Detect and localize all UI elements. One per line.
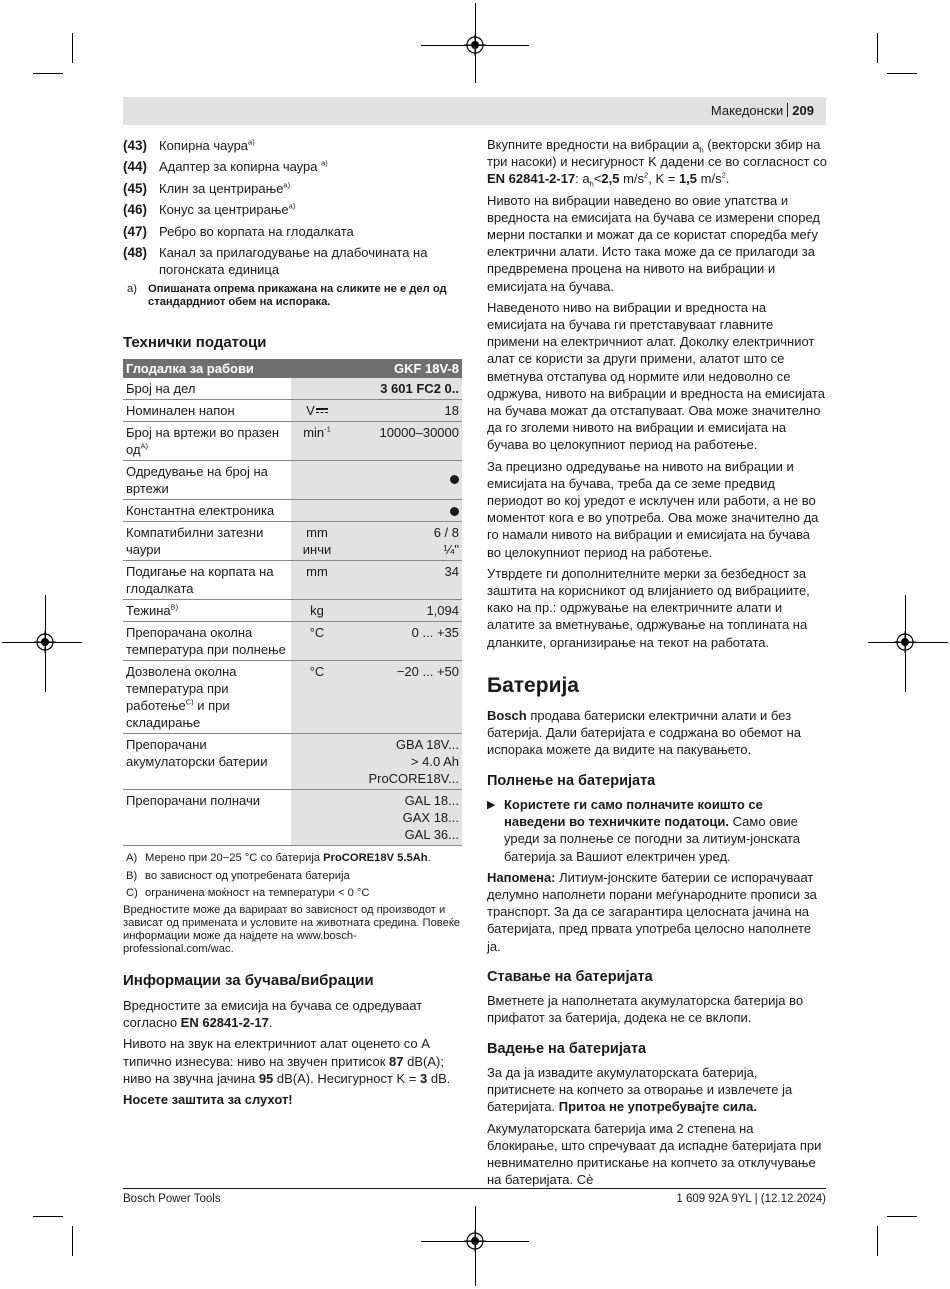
header-unit — [291, 359, 343, 378]
row-unit: mm — [291, 561, 343, 600]
header-separator — [787, 103, 788, 117]
list-item — [123, 158, 463, 175]
part-text: Адаптер за копирна чаура $^{a)}$ — [159, 159, 328, 175]
row-value: 6 / 8 ¼" — [343, 522, 462, 561]
list-item — [123, 180, 463, 197]
row-value — [343, 461, 462, 500]
vibration-paragraph: Утврдете ги дополнителните мерки за безбедност за заштита на корисникот од влијанието од вибрациите, како на пр.: одржување на електричните алати и алатите за вметнување, одржување на топлината на дланките, организирање на текот на работата. — [487, 565, 810, 650]
charge-heading: Полнење на батеријата — [487, 772, 656, 789]
noise-heading: Информации за бучава/вибрации — [123, 971, 374, 989]
table-row — [123, 734, 462, 790]
list-item — [123, 201, 463, 218]
parts-note — [123, 283, 463, 310]
table-row — [123, 422, 462, 461]
row-label: Дозволена околна температура при работење$^{C)}$ и при складирање — [123, 661, 291, 734]
row-unit — [291, 790, 343, 846]
part-text: Конус за центрирање$^{a)}$ — [159, 201, 296, 218]
crop-mark-top-left-h — [33, 73, 63, 74]
noise-paragraph: Вредностите за емисија на бучава се одредуваат согласно EN 62841-2-17. — [123, 998, 423, 1031]
row-value: GAL 18... GAX 18... GAL 36... — [343, 790, 462, 846]
header-text — [711, 102, 814, 119]
list-item — [123, 223, 463, 240]
tech-table — [123, 359, 462, 846]
note-key: a) — [127, 282, 137, 295]
row-unit: V — [291, 400, 343, 422]
tech-heading: Технички податоци — [123, 334, 267, 352]
row-label: Препорачани акумулаторски батерии — [123, 734, 291, 790]
row-unit — [291, 378, 343, 400]
row-unit: °C — [291, 661, 343, 734]
charge-note: Напомена: Литиум-јонските батерии се испорачуваат делумно наполнети порани меѓународните прописи за транспорт. За да се загарантира целосната јачина на батеријата, пред првата употреба целосно наполнете ја. — [487, 869, 817, 954]
footnote: A) Мерено при 20−25 °C со батерија ProCORE18V 5.5Ah. — [126, 852, 431, 865]
table-row — [123, 561, 462, 600]
dc-voltage-icon — [316, 406, 328, 416]
table-row — [123, 622, 462, 661]
row-value: 0 ... +35 — [343, 622, 462, 661]
row-unit: mm инчи — [291, 522, 343, 561]
part-number: (43) — [123, 138, 148, 153]
row-value: 34 — [343, 561, 462, 600]
remove-paragraph: Акумулаторската батерија има 2 степена на блокирање, што спречуваат да испадне батеријата при невнимателно притискање на копчето за отклучување на батеријата. Сè — [487, 1120, 822, 1188]
row-unit: °C — [291, 622, 343, 661]
parts-list — [123, 137, 463, 279]
remove-heading: Вадење на батеријата — [487, 1040, 647, 1057]
table-row — [123, 378, 462, 400]
header-language: Македонски — [710, 103, 784, 118]
row-value: GBA 18V... > 4.0 Ah ProCORE18V... — [343, 734, 462, 790]
left-column — [123, 137, 463, 1112]
list-item — [123, 137, 463, 154]
row-label: Одредување на број на вртежи — [123, 461, 291, 500]
bullet-dot-icon — [450, 475, 459, 484]
crop-mark-bottom-right-h — [887, 1216, 917, 1217]
table-row — [123, 790, 462, 846]
crop-mark-top-left — [72, 33, 73, 63]
part-text: Канал за прилагодување на длабочината на погонската единица — [159, 245, 428, 278]
row-label: Препорачана околна температура при полнење — [123, 622, 291, 661]
row-value — [343, 500, 462, 522]
footer-divider — [123, 1188, 826, 1189]
insert-heading: Ставање на батеријата — [487, 968, 653, 985]
crop-mark-top-right — [877, 33, 878, 63]
footer-left: Bosch Power Tools — [123, 1193, 221, 1205]
page-number: 209 — [792, 103, 814, 118]
part-text: Клин за центрирање$^{a)}$ — [159, 180, 291, 196]
row-unit: kg — [291, 600, 343, 622]
part-number: (46) — [123, 202, 148, 218]
page-header — [123, 97, 826, 125]
table-row — [123, 461, 462, 500]
row-value: −20 ... +50 — [343, 661, 462, 734]
tech-extra-note: Вредностите може да варираат во зависност од производот и зависат од примената и условите на животната средина. Повеќе информации може да најдете на www.bosch-professional.com/wac. — [123, 903, 460, 955]
table-row — [123, 661, 462, 734]
noise-paragraph: Нивото на звук на електричниот алат оценето со A типично изнесува: ниво на звучен притисок 87 dB(A); ниво на звучна јачина 95 dB(A). Несигурност K = 3 dB. — [123, 1036, 451, 1086]
battery-paragraph: Bosch продава батериски електрични алати и без батерија. Дали батеријата е содржана во обемот на испорака можете да видите на пакувањето. — [487, 707, 801, 758]
crop-mark-bottom-left-h — [33, 1216, 63, 1217]
noise-warning: Носете заштита за слухот! — [123, 1092, 293, 1108]
vibration-paragraph: Нивото на вибрации наведено во овие упатства и вредноста на емисијата на бучава се измерени според мерни постапки и можат да се користат споредба меѓу електрични алати. Исто така може да се прилагоди за предвремена процена на нивото на вибрации и емисијата на бучава. — [487, 192, 820, 294]
right-column — [487, 136, 827, 1192]
triangle-right-icon: ▶ — [487, 798, 496, 811]
row-label: Подигање на корпата на глодалката — [123, 561, 291, 600]
part-number: (44) — [123, 159, 148, 175]
table-row — [123, 600, 462, 622]
table-header-row — [123, 359, 462, 378]
part-number: (48) — [123, 245, 148, 261]
part-number: (47) — [123, 223, 148, 239]
insert-paragraph: Вметнете ја наполнетата акумулаторска батерија во прифатот за батерија, додека не се вклопи. — [487, 993, 804, 1026]
registration-target-icon — [464, 34, 486, 56]
crop-mark-top-right-h — [887, 73, 917, 74]
registration-target-icon — [34, 631, 56, 653]
row-unit: $\min^{-1}$ — [291, 422, 343, 461]
row-unit — [291, 500, 343, 522]
vibration-paragraph: Наведеното ниво на вибрации и вредноста на емисијата на бучава ги претставуваат главните примени на електричниот алат. Доколку електричниот алат се користи за други примени, алатот што се вметнува отстапува од нормите или недоволно се одржува, нивото на вибрации и вредноста на емисијата на бучава можат да отстапуваат. Ова може значително да го зголеми нивото на вибрации и емисијата на бучава во целокупниот период на работење. — [487, 299, 825, 453]
row-label: Номинален напон — [123, 400, 291, 422]
footnote: B) во зависност од употребената батерија — [126, 869, 350, 882]
part-number: (45) — [123, 180, 148, 196]
part-text: Копирна чаура$^{a)}$ — [159, 137, 255, 153]
list-item — [123, 244, 463, 279]
header-label: Глодалка за рабови — [123, 359, 291, 378]
row-label: Тежина$^{B)}$ — [123, 600, 291, 622]
table-row — [123, 500, 462, 522]
remove-paragraph: За да ја извадите акумулаторската батерија, притиснете на копчето за отворање и извлечете ја батеријата. Притоа не употребувајте сила. — [487, 1064, 793, 1115]
vibration-paragraph: Вкупните вредности на вибрации $a_h$ (векторски збир на три насоки) и несигурност K дадени се во согласност со EN 62841-2-17: $a_h<2,5$ $m/s^2$, K = 1,5 $m/s^2$. — [487, 137, 827, 189]
note-text: Опишаната опрема прикажана на сликите не е дел од стандардниот обем на испорака. — [148, 282, 447, 309]
row-value: 3 601 FC2 0.. — [343, 378, 462, 400]
row-label: Број на дел — [123, 378, 291, 400]
row-unit — [291, 461, 343, 500]
row-unit — [291, 734, 343, 790]
row-value: 18 — [343, 400, 462, 422]
row-label: Број на вртежи во празен $од^{A)}$ — [123, 422, 291, 461]
row-value: 10000–30000 — [343, 422, 462, 461]
footnote: C) ограничена моќност на температури < 0 °C — [126, 887, 370, 900]
row-label: Препорачани полначи — [123, 790, 291, 846]
table-row — [123, 522, 462, 561]
vibration-paragraph: За прецизно одредување на нивото на вибрации и емисијата на бучава, треба да се земе предвид периодот во кој уредот е исклучен или работи, а не во моментот кога е во употреба. Ова може значително да го намали нивото на вибрации и емисијата на бучава во целокупниот период на работење. — [487, 458, 819, 560]
row-label: Константна електроника — [123, 500, 291, 522]
battery-heading: Батерија — [487, 673, 579, 697]
footer-right: 1 609 92A 9YL | (12.12.2024) — [676, 1193, 826, 1205]
registration-target-icon — [464, 1230, 486, 1252]
header-model: GKF 18V-8 — [343, 359, 462, 378]
crop-mark-bottom-left-v — [72, 1226, 73, 1256]
row-label: Компатибилни затезни чаури — [123, 522, 291, 561]
crop-mark-bottom-right-v — [877, 1226, 878, 1256]
part-text: Ребро во корпата на глодалката — [159, 223, 354, 239]
table-row — [123, 400, 462, 422]
registration-target-icon — [894, 631, 916, 653]
charge-instruction: ▶ Користете ги само полначите коишто се наведени во техничките податоци. Само овие уреди за полнење се погодни за литиум-јонската батерија за Вашиот електричен уред. — [487, 796, 801, 864]
bullet-dot-icon — [450, 507, 459, 516]
row-value: 1,094 — [343, 600, 462, 622]
